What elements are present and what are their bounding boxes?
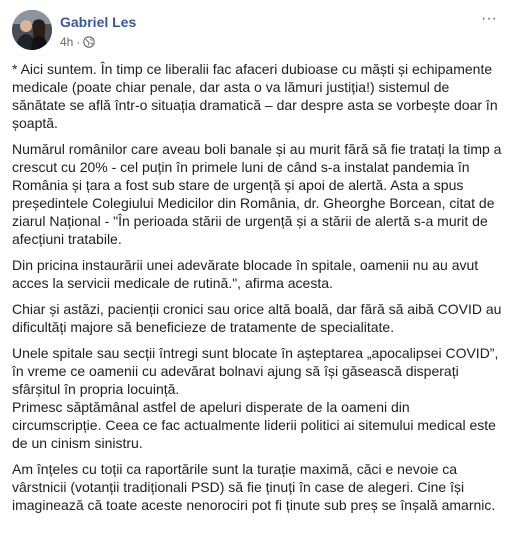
post-paragraph: Din pricina instaurării unei adevărate blocade în spitale, oamenii nu au avut acces la servicii medicale de rutină.", afirma acesta. — [12, 257, 479, 291]
meta-separator: · — [76, 35, 81, 49]
post-paragraph: Chiar și astăzi, pacienții cronici sau orice altă boală, dar fără să aibă COVID au dificultăți majore să beneficieze de tratamente de specialitate. — [12, 301, 502, 335]
author-name[interactable]: Gabriel Les — [60, 14, 137, 30]
more-options-icon[interactable]: ··· — [481, 10, 497, 27]
avatar[interactable] — [12, 10, 52, 50]
post-timestamp[interactable]: 4h — [60, 35, 74, 49]
post-header — [12, 10, 499, 52]
globe-icon[interactable] — [83, 36, 95, 48]
post-paragraph: * Aici suntem. În timp ce liberalii fac afaceri dubioase cu măști și echipamente medicale (poate chiar penale, dar asta o va lămuri justiția!) sistemul de sănătate se află într-o situația dramatică – dar despre asta se vorbește doar în șoaptă. — [12, 61, 498, 131]
post-paragraph: Numărul românilor care aveau boli banale și au murit fără să fie tratați la timp a crescut cu 20% - cel puțin în primele luni de când s-a instalat pandemia în România și țara a fost sub stare de urgență și apoi de alertă. Asta a spus președintele Colegiului Medicilor din România, dr. Gheorghe Borcean, citat de ziarul Național - "În perioada stării de urgență și a stării de alertă s-a murit de afecțiuni tratabile. — [12, 141, 502, 247]
avatar-photo-icon — [12, 10, 52, 50]
post-body — [12, 60, 502, 522]
post-paragraph: Unele spitale sau secții întregi sunt blocate în așteptarea „apocalipsei COVID”, în vreme ce oamenii cu adevărat bolnavi ajung să își găsească disperați sfârșitul în propria locuință. Primesc săptămânal astfel de apeluri disperate de la oameni din circumscripție. Ceea ce fac actualmente liderii politici ai sitemului medical este de un cinism sinistru. — [12, 345, 499, 451]
post-paragraph: Am înțeles cu toții ca raportările sunt la turație maximă, căci e nevoie ca vârstnicii (votanții tradiționali PSD) să fie ținuți în case de alegeri. Cine își imaginează că toate aceste nenorociri pot fi ținute sub preș se înșală amarnic. — [12, 461, 496, 513]
post-meta — [60, 34, 95, 50]
